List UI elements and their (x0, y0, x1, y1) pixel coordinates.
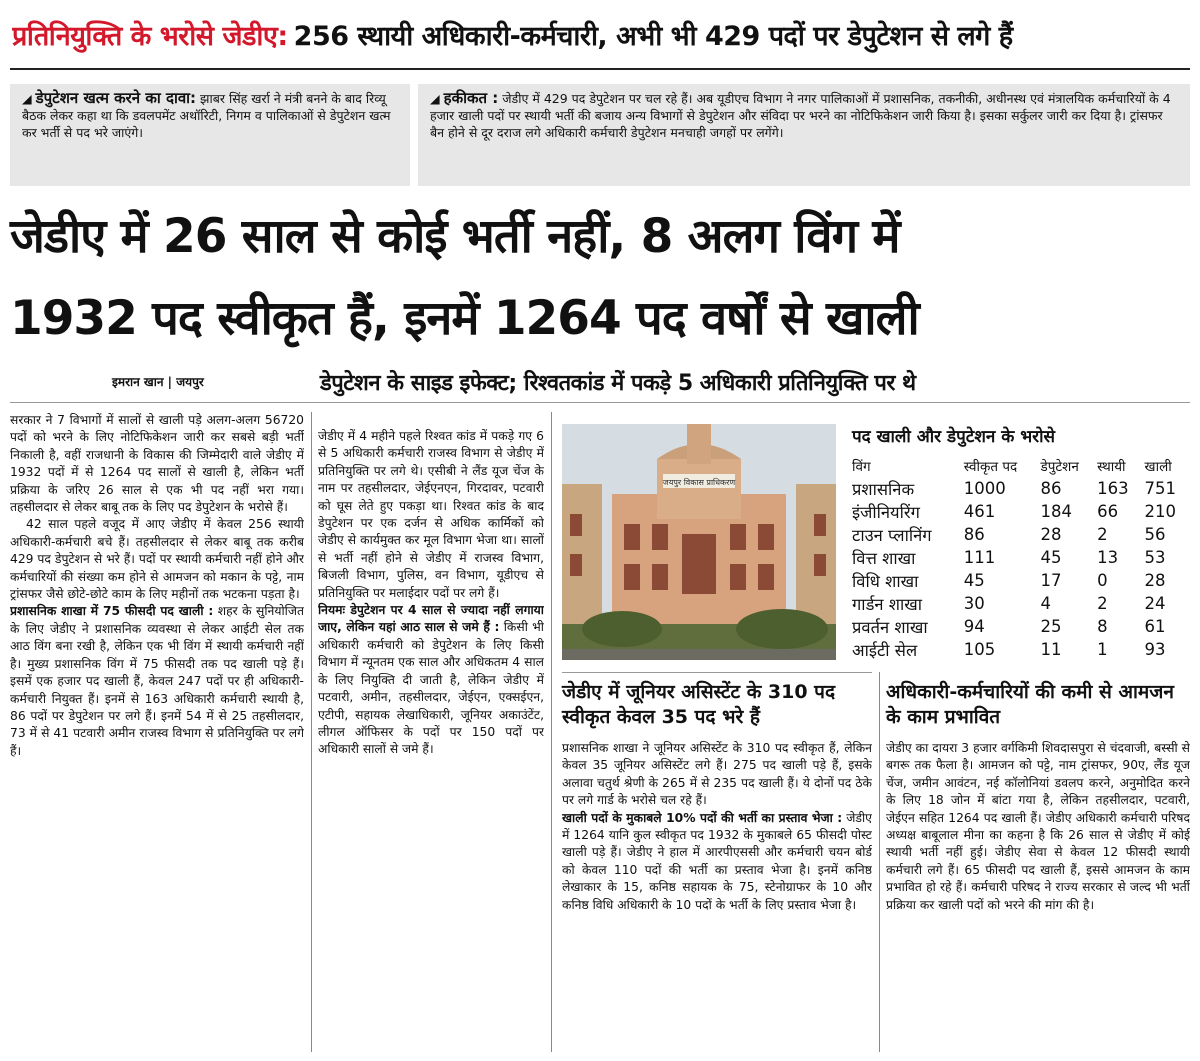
table-cell-value: 8 (1095, 615, 1142, 638)
building-sign: जयपुर विकास प्राधिकरण (662, 478, 736, 487)
table-row (850, 569, 1190, 592)
col1-paragraph-1: सरकार ने 7 विभागों में सालों से खाली पड़े अलग-अलग 56720 पदों को भरने के लिए नोटिफिकेशन जारी कर सबसे बड़ी भर्ती निकाली है, वहीं राजधानी के विकास की जिम्मेदारी वाले जेडीए में 1932 पदों में से 1264 पद सालों से खाली है, लेकिन भर्ती प्रक्रिया के जरिए 26 साल से एक भी पद नहीं भरा गया। तहसीलदार से लेकर बाबू तक के लिए पद डेपुटेशन के भरोसे हैं। (10, 413, 304, 515)
reality-box: ◢ हकीकत : जेडीए में 429 पद डेपुटेशन पर चल रहे हैं। अब यूडीएच विभाग ने नगर पालिकाओं में प्रशासनिक, तकनीकी, अधीनस्थ एवं मंत्रालयिक कर्मचारियों के 4 हजार खाली पदों पर स्थायी भर्ती की बजाय अन्य विभागों से डेपुटेशन और संविदा पर भरने का नोटिफिकेशन जारी किया है। इसका सर्कुलर जारी कर दिया है। ट्रांसफर बैन होने से दूर दराज लगे अधिकारी कर्मचारी डेपुटेशन मनचाही जगहों पर लगेंगे। (418, 84, 1190, 186)
table-cell-value: 94 (962, 615, 1039, 638)
kicker-rule (10, 68, 1190, 70)
table-cell-value: 17 (1038, 569, 1095, 592)
table-header: विंग (852, 459, 871, 475)
table-cell-value: 751 (1143, 477, 1190, 500)
table-cell-wing: गार्डन शाखा (852, 595, 923, 614)
table-header: खाली (1144, 459, 1172, 475)
table-row (850, 592, 1190, 615)
table-cell-value: 93 (1144, 640, 1166, 659)
table-cell-value: 86 (962, 523, 1039, 546)
table-cell-value: 45 (1040, 548, 1062, 567)
table-cell-wing: प्रवर्तन शाखा (850, 615, 962, 638)
column-divider-1 (311, 412, 312, 1052)
col1-paragraph-3: शहर के सुनियोजित के लिए जेडीए ने प्रशासनिक व्यवस्था से लेकर आईटी सेल तक आठ विंग बना रखी है, लेकिन एक भी विंग में स्थायी कर्मचारी नहीं है। मुख्य प्रशासनिक विंग में 75 फीसदी तक पद खाली पड़े हैं। इसमें एक हजार पद खाली हैं, केवल 247 पदों पर ही अधिकारी-कर्मचारी नियुक्त हैं। इनमें से 163 अधिकारी कर्मचारी स्थायी है, 86 पदों पर डेपुटेशन पर लगे हैं। इनमें 54 में से 25 तहसीलदार, 73 में से 41 पटवारी अमीन राजस्व विभाग से प्रतिनियुक्ति पर लगे हैं। (10, 604, 304, 758)
col1-paragraph-2: 42 साल पहले वजूद में आए जेडीए में केवल 256 स्थायी अधिकारी-कर्मचारी बचे हैं। तहसीलदार से लेकर बाबू तक करीब 429 पद डेपुटेशन से भरे हैं। पदों पर स्थायी कर्मचारी नहीं होने और कर्मचारियों की संख्या कम होने से आमजन को मकान के पट्टे, नाम ट्रांसफर जैसे छोटे-छोटे काम के लिए महीनों तक भटकना पड़ता है। (10, 517, 304, 602)
table-cell-value: 461 (963, 502, 996, 521)
jda-building-photo (562, 424, 836, 660)
subhead: डेपुटेशन के साइड इफेक्ट; रिश्वतकांड में पकड़े 5 अधिकारी प्रतिनियुक्ति पर थे (320, 371, 916, 396)
table-cell-wing: प्रशासनिक (850, 477, 962, 500)
kicker-red: प्रतिनियुक्ति के भरोसे जेडीए: (12, 20, 288, 52)
table-row (850, 638, 1190, 661)
table-row (850, 500, 1190, 523)
headline-line-2: 1932 पद स्वीकृत हैं, इनमें 1264 पद वर्षों से खाली (10, 291, 919, 346)
box4-body (886, 740, 1190, 1052)
table-cell-value: 2 (1097, 594, 1108, 613)
table-cell-value: 24 (1144, 594, 1166, 613)
table-cell-value: 45 (962, 569, 1039, 592)
table-cell-value: 66 (1097, 502, 1119, 521)
table-cell-value: 1000 (962, 477, 1039, 500)
claim-body: झाबर सिंह खर्रा ने मंत्री बनने के बाद रिव्यू बैठक लेकर कहा था कि डवलपमेंट अथॉरिटी, निगम व पालिकाओं से डेपुटेशन खत्म कर भर्ती से पद भरे जाएंगे। (22, 91, 391, 140)
table-cell-value: 86 (1038, 477, 1095, 500)
table-cell-wing: वित्त शाखा (852, 549, 916, 568)
table-cell-value: 0 (1095, 569, 1142, 592)
table-cell-value: 163 (1095, 477, 1142, 500)
kicker-black: 256 स्थायी अधिकारी-कर्मचारी, अभी भी 429 पदों पर डेपुटेशन से लगे हैं (293, 20, 1013, 52)
reality-body: जेडीए में 429 पद डेपुटेशन पर चल रहे हैं। अब यूडीएच विभाग ने नगर पालिकाओं में प्रशासनिक, तकनीकी, अधीनस्थ एवं मंत्रालयिक कर्मचारियों के 4 हजार खाली पदों पर स्थायी भर्ती की बजाय अन्य विभागों से डेपुटेशन और संविदा पर भरने का नोटिफिकेशन जारी किया है। इसका सर्कुलर जारी कर दिया है। ट्रांसफर बैन होने से दूर दराज लगे अधिकारी कर्मचारी डेपुटेशन मनचाही जगहों पर लगेंगे। (430, 91, 1171, 140)
table-cell-value: 28 (1038, 523, 1095, 546)
table-cell-wing: इंजीनियरिंग (852, 503, 920, 522)
col2-paragraph-2: किसी भी अधिकारी कर्मचारी को डेपुटेशन के लिए किसी विभाग में न्यूनतम एक साल और अधिकतम 4 साल के लिए नियुक्ति दी जाती है, लेकिन जेडीए में पटवारी, अमीन, तहसीलदार, जेईएन, एक्सईएन, एटीपी, सहायक लेखाधिकारी, जूनियर अकाउंटेंट, लीगल ऑफिसर के पदों पर 150 पदों पर अधिकारी सालों से जमे हैं। (318, 620, 544, 757)
kicker-headline (12, 4, 1192, 64)
table-header: डेपुटेशन (1040, 459, 1079, 475)
box3-body (562, 740, 872, 1052)
box3-headline: जेडीए में जूनियर असिस्टेंट के 310 पद स्वीकृत केवल 35 पद भरे हैं (562, 681, 836, 728)
table-header: स्वीकृत पद (963, 459, 1018, 475)
box4-paragraph-1: जेडीए का दायरा 3 हजार वर्गकिमी शिवदासपुरा से चंदवाजी, बस्सी से बगरू तक फैला है। आमजन को पट्टे, नाम ट्रांसफर, 90ए, लैंड यूज चेंज, जमीन आवंटन, नई कॉलोनियां डवलप करने, अनुमोदित करने के लिए 18 जोन में बांटा गया है, लेकिन तहसीलदार, पटवारी, जेईएन सहित 1264 पद खाली हैं। जेडीए अधिकारी कर्मचारी परिषद अध्यक्ष बाबूलाल मीना का कहना है कि 26 साल से जेडीए में कोई स्थायी भर्ती नहीं हुई। जेडीए सेवा से केवल 12 फीसदी स्थायी कर्मचारी लगे हैं। 65 फीसदी पद खाली हैं, इससे आमजन के काम प्रभावित हो रहे हैं। कर्मचारी परिषद ने राज्य सरकार से जल्द भी भर्ती प्रक्रिया कर खाली पदों को भरने की मांग की है। (886, 741, 1190, 912)
table-cell-value: 30 (963, 594, 985, 613)
building-illustration (562, 424, 836, 660)
reality-title: हकीकत : (443, 89, 499, 107)
table-title: पद खाली और डेपुटेशन के भरोसे (852, 427, 1056, 447)
table-cell-value: 25 (1038, 615, 1095, 638)
main-headline (10, 196, 1190, 360)
table-cell-value: 111 (963, 548, 996, 567)
vacancy-table (850, 455, 1190, 661)
box3-subhead: खाली पदों के मुकाबले 10% पदों की भर्ती का प्रस्ताव भेजा : (562, 810, 843, 825)
headline-line-1: जेडीए में 26 साल से कोई भर्ती नहीं, 8 अलग विंग में (10, 209, 900, 264)
box3-rule (562, 672, 872, 673)
table-row (850, 615, 1190, 638)
byline: इमरान खान | जयपुर (112, 375, 204, 389)
column-divider-3 (879, 672, 880, 1052)
col2-paragraph-1: जेडीए में 4 महीने पहले रिश्वत कांड में पकड़े गए 6 से 5 अधिकारी कर्मचारी राजस्व विभाग से जेडीए में प्रतिनियुक्ति पर लगे थे। एसीबी ने लैंड यूज चेंज के नाम पर तहसीलदार, जेईएनएन, गिरदावर, पटवारी को घूस लेते हुए पकड़ा था। रिश्वत कांड के बाद डेपुटेशन पर एक दर्जन से अधिक कार्मिकों को जेडीए से कार्यमुक्त कर मूल विभाग भेजा था। सालों से भर्ती नहीं होने से जेडीए में राजस्व विभाग, बिजली विभाग, पुलिस, वन विभाग, यूडीएच से प्रतिनियुक्ति पर मलाईदार पदों पर लगे हैं। (318, 429, 544, 600)
table-cell-value: 53 (1144, 548, 1166, 567)
table-cell-value: 1 (1097, 640, 1108, 659)
table-cell-value: 56 (1143, 523, 1190, 546)
column-2 (318, 428, 544, 1052)
col1-subhead: प्रशासनिक शाखा में 75 फीसदी पद खाली : (10, 604, 214, 619)
table-cell-value: 184 (1040, 502, 1072, 521)
col2-subhead: नियमः डेपुटेशन पर 4 साल से ज्यादा नहीं लगाया जाए, लेकिन यहां आठ साल से जमे हैं : (318, 603, 544, 635)
table-cell-value: 2 (1095, 523, 1142, 546)
table-cell-value: 105 (963, 640, 996, 659)
table-cell-value: 13 (1097, 548, 1119, 567)
claim-box: ◢ डेपुटेशन खत्म करने का दावा: झाबर सिंह खर्रा ने मंत्री बनने के बाद रिव्यू बैठक लेकर कहा था कि डवलपमेंट अथॉरिटी, निगम व पालिकाओं से डेपुटेशन खत्म कर भर्ती से पद भरे जाएंगे। (10, 84, 410, 186)
table-header: स्थायी (1097, 459, 1126, 475)
table-cell-wing: आईटी सेल (852, 641, 918, 660)
table-cell-wing: टाउन प्लानिंग (850, 523, 962, 546)
table-row (850, 523, 1190, 546)
box3-paragraph-1: प्रशासनिक शाखा ने जूनियर असिस्टेंट के 310 पद स्वीकृत हैं, लेकिन केवल 35 जूनियर असिस्टेंट लगे हैं। 275 पद खाली पड़े हैं, इसके अलावा चतुर्थ श्रेणी के 265 में से 235 पद खाली हैं। ये दोनों पद ठेके पर लगे गार्ड के भरोसे चल रहे हैं। (562, 741, 872, 808)
table-cell-value: 210 (1144, 502, 1177, 521)
column-1 (10, 412, 304, 1052)
column-divider-2 (551, 412, 552, 1052)
table-row (850, 477, 1190, 500)
table-cell-wing: विधि शाखा (850, 569, 962, 592)
claim-title: डेपुटेशन खत्म करने का दावा: (35, 89, 197, 107)
table-row (850, 546, 1190, 569)
table-cell-value: 11 (1040, 640, 1062, 659)
box4-headline: अधिकारी-कर्मचारियों की कमी से आमजन के काम प्रभावित (886, 681, 1174, 728)
table-cell-value: 4 (1040, 594, 1051, 613)
table-cell-value: 61 (1143, 615, 1190, 638)
subhead-rule (10, 402, 1190, 403)
table-cell-value: 28 (1143, 569, 1190, 592)
table-header-row (850, 455, 1190, 477)
box3-paragraph-2: जेडीए में 1264 यानि कुल स्वीकृत पद 1932 के मुकाबले 65 फीसदी पोस्ट खाली पड़े हैं। जेडीए ने हाल में आरपीएससी और कर्मचारी चयन बोर्ड को केवल 110 पदों की भर्ती का प्रस्ताव भेजा है। इनमें कनिष्ठ लेखाकार के 15, कनिष्ठ सहायक के 75, स्टेनोग्राफर के 10 और कनिष्ठ विधि अधिकारी के 10 पदों के भर्ती के लिए प्रस्ताव भेजा है। (562, 810, 872, 912)
